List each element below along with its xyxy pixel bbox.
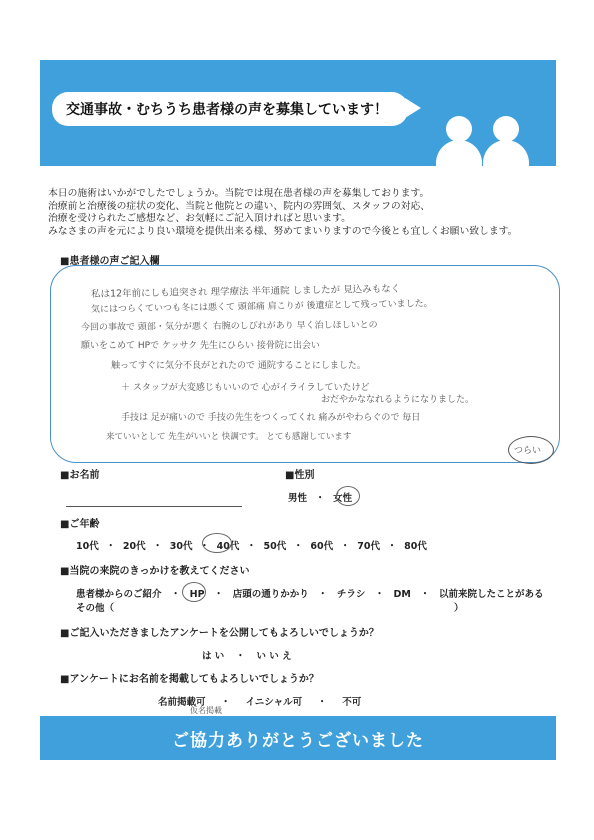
separator: ・	[318, 589, 328, 600]
referral-options	[76, 586, 544, 600]
thanks-banner: ご協力ありがとうございました	[40, 716, 556, 760]
age-70s[interactable]: 70代	[357, 541, 380, 552]
referral-other-close: ）	[454, 603, 464, 614]
speech-bubble-tail	[405, 98, 421, 118]
handwriting-line: 願いをこめて HPで ケッサク 先生にひらい 接骨院に出会い	[81, 341, 320, 351]
separator: ・	[213, 589, 224, 600]
handwriting-line: 触ってすぐに気分不良がとれたので 通院することにしました。	[111, 361, 366, 371]
age-30s[interactable]: 30代	[169, 541, 193, 552]
intro-line: 治療前と治療後の症状の変化、当院と他院との違い、院内の雰囲気、スタッフの対応、	[48, 200, 431, 212]
handwriting-line: ＋ スタッフが大変感じもいいので 心がイライラしていたけど	[121, 383, 370, 393]
age-40s[interactable]: 40代	[216, 541, 240, 552]
referral-patient[interactable]: 患者様からのご紹介	[76, 589, 162, 600]
hp-circle-mark	[182, 582, 206, 602]
separator: ・	[170, 589, 181, 600]
publish-no[interactable]: い い え	[256, 651, 292, 662]
age-10s[interactable]: 10代	[76, 541, 99, 552]
referral-hp[interactable]: HP	[189, 589, 205, 600]
intro-line: みなさまの声を元により良い環境を提供出来る様、努めてまいりますので今後とも宜しくお願い致します。	[48, 225, 518, 237]
separator: ・	[315, 493, 325, 504]
age-label: ■ご年齢	[60, 519, 100, 530]
referral-dm[interactable]: DM	[393, 589, 411, 600]
referral-other-prefix: その他（	[76, 603, 115, 614]
name-publish-label: ■アンケートにお名前を掲載してもよろしいでしょうか？	[60, 674, 319, 685]
separator: ・	[152, 541, 163, 552]
person-icon-head-right	[493, 116, 519, 142]
age-80s[interactable]: 80代	[404, 541, 427, 552]
person-icon-head-left	[446, 116, 472, 142]
separator: ・	[293, 541, 304, 552]
separator: ・	[387, 541, 397, 552]
intro-line: 本日の施術はいかがでしたでしょうか。当院では現在患者様の声を募集しております。	[48, 188, 430, 199]
name-publish-no[interactable]: 不可	[342, 697, 362, 708]
name-label: ■お名前	[60, 470, 100, 481]
referral-label: ■当院の来院のきっかけを教えてください	[60, 566, 250, 577]
circled-note-text: つらい	[514, 446, 542, 456]
separator: ・	[235, 651, 246, 662]
separator: ・	[246, 541, 257, 552]
publish-label: ■ご記入いただきましたアンケートを公開してもよろしいでしょうか？	[60, 628, 379, 639]
gender-option-female[interactable]: 女性	[333, 493, 353, 504]
name-publish-full[interactable]: 名前掲載可	[158, 697, 206, 708]
referral-storefront[interactable]: 店頭の通りかかり	[232, 589, 309, 600]
separator: ・	[420, 589, 430, 600]
publish-options	[202, 648, 292, 662]
page-title: 交通事故・むちうち患者様の声を募集しています！	[52, 92, 408, 126]
separator: ・	[106, 541, 116, 552]
separator: ・	[199, 541, 210, 552]
name-publish-options	[158, 694, 361, 708]
age-40s-circle-mark	[199, 533, 232, 553]
name-publish-handwriting: 仮名掲載	[190, 706, 222, 715]
female-circle-mark	[336, 486, 360, 506]
handwriting-line: 今回の事故で 頭部・気分が悪く 右腕のしびれがあり 早く治しほしいとの	[80, 320, 378, 333]
name-field[interactable]	[66, 506, 242, 507]
publish-yes[interactable]: は い	[202, 651, 225, 662]
gender-option-male[interactable]: 男性	[288, 493, 308, 504]
separator: ・	[317, 697, 327, 708]
referral-other[interactable]	[76, 600, 114, 614]
handwriting-line: おだやかななれるようになりました。	[321, 395, 475, 405]
age-50s[interactable]: 50代	[263, 541, 287, 552]
separator: ・	[340, 541, 350, 552]
age-60s[interactable]: 60代	[310, 541, 334, 552]
intro-line: 治療を受けられたご感想など、お気軽にご記入頂ければと思います。	[48, 213, 351, 224]
separator: ・	[220, 697, 231, 708]
referral-previous[interactable]: 以前来院したことがある	[439, 589, 544, 600]
handwriting-line: 私は12年前にしも追突され 理学療法 半年通院 しましたが 見込みもなく	[90, 283, 401, 300]
voice-label: ■患者様の声ご記入欄	[60, 256, 160, 267]
handwriting-line: 来ていいとして 先生がいいと 快調です。 とても感謝しています	[106, 432, 352, 442]
name-publish-initial[interactable]: イニシャル可	[245, 697, 303, 708]
handwriting-line: 手技は 足が痛いので 手技の先生をつくってくれ 痛みがやわらぐので 毎日	[121, 413, 421, 423]
separator: ・	[374, 589, 385, 600]
intro-text	[48, 188, 558, 238]
gender-label: ■性別	[285, 470, 315, 481]
referral-flyer[interactable]: チラシ	[336, 589, 366, 600]
age-options	[76, 538, 427, 552]
voice-entry-box[interactable]	[50, 265, 560, 463]
handwriting-line: 気にはつらくていつも冬には悪くて 頭部痛 肩こりが 後遺症として残っていました。	[90, 299, 433, 315]
age-20s[interactable]: 20代	[122, 541, 146, 552]
